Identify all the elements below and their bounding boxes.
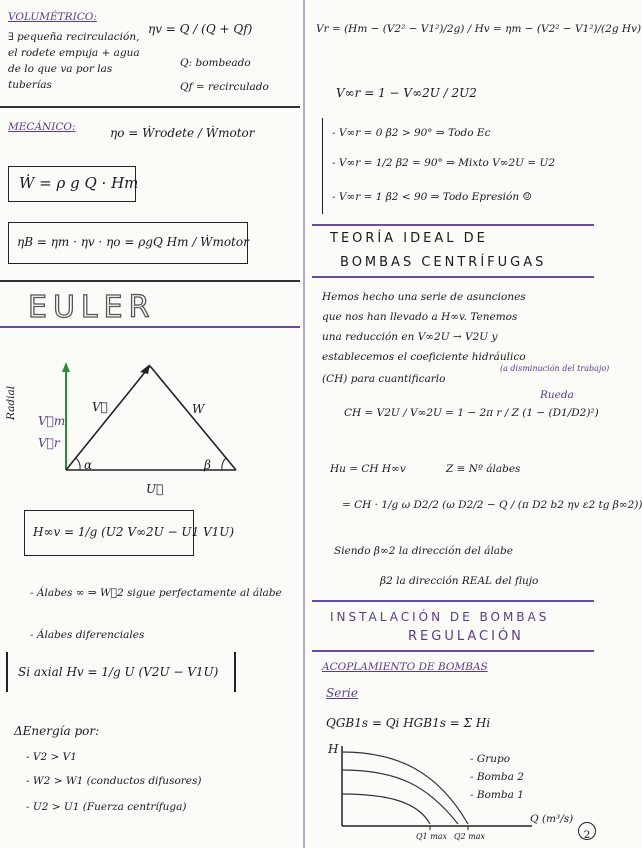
pump-efficiency-formula: ηB = ηm · ηv · ηo = ρgQ Hm / Ẇmotor bbox=[17, 235, 249, 249]
hu-formula: Hu = CH H∞v bbox=[330, 463, 406, 475]
pump-curves-chart bbox=[318, 742, 598, 842]
vm-label: V⃗m bbox=[38, 414, 66, 428]
v-label: V⃗ bbox=[92, 400, 108, 414]
legend-bomba-2: - Bomba 2 bbox=[470, 771, 524, 783]
euler-equation: H∞v = 1/g (U2 V∞2U − U1 V1U) bbox=[33, 525, 235, 539]
power-formula-box bbox=[8, 166, 139, 202]
q1-max-label: Q1 max bbox=[416, 832, 448, 841]
z-note: Z ≡ Nº álabes bbox=[446, 463, 521, 475]
axis-q-label: Q (m³/s) bbox=[530, 813, 574, 825]
euler-title: EULER bbox=[28, 290, 156, 325]
separator bbox=[312, 600, 594, 602]
theory-title-2: BOMBAS CENTRÍFUGAS bbox=[340, 255, 547, 270]
separator bbox=[0, 106, 300, 108]
case-2: - V∞r = 1/2 β2 = 90° ⇒ Mixto V∞2U = U2 bbox=[332, 157, 556, 169]
alpha-label: α bbox=[84, 458, 93, 472]
theory-text-5: (CH) para cuantificarlo bbox=[322, 373, 446, 385]
separator bbox=[0, 280, 300, 282]
siendo-2: β2 la dirección REAL del flujo bbox=[380, 575, 539, 587]
q2-max-label: Q2 max bbox=[454, 832, 486, 841]
w-label: W bbox=[192, 402, 205, 416]
rueda-label: Rueda bbox=[540, 389, 574, 401]
vr-inf-formula: V∞r = 1 − V∞2U / 2U2 bbox=[336, 86, 477, 100]
pump-efficiency-box bbox=[8, 222, 248, 264]
serie-formula: QGB1s = Qi HGB1s = Σ Hi bbox=[326, 716, 491, 730]
power-formula: Ẇ = ρ g Q · Hm bbox=[19, 174, 139, 192]
separator bbox=[312, 224, 594, 226]
differential-blades-note: - Álabes diferenciales bbox=[30, 629, 145, 641]
theory-text-4: establecemos el coeficiente hidráulico bbox=[322, 351, 526, 363]
hu-formula-2: = CH · 1/g ω D2/2 (ω D2/2 − Q / (π D2 b2 ηv ε2 tg β∞2)) bbox=[342, 499, 642, 511]
vol-note-2: el rodete empuja + agua bbox=[8, 47, 140, 59]
vr-formula: Vr = (Hm − (V2² − V1²)/2g) / Hv = ηm − (V2² − V1²)/(2g Hv) bbox=[316, 23, 642, 35]
u-label: U⃗ bbox=[146, 482, 164, 496]
page-number: 2 bbox=[583, 829, 591, 841]
vol-note-4: tuberías bbox=[8, 79, 52, 91]
install-title: INSTALACIÓN DE BOMBAS bbox=[330, 610, 550, 624]
legend-bomba-1: - Bomba 1 bbox=[470, 789, 524, 801]
volumetric-title: VOLUMÉTRICO: bbox=[8, 11, 97, 23]
vol-qf-definition: Qf = recirculado bbox=[180, 81, 269, 93]
infinite-blades-note: - Álabes ∞ ⇒ W⃗2 sigue perfectamente al álabe bbox=[30, 587, 282, 599]
mechanical-title: MECÁNICO: bbox=[8, 121, 76, 133]
vr-label: V⃗r bbox=[38, 436, 60, 450]
legend-grupo: - Grupo bbox=[470, 753, 511, 765]
axial-bracket bbox=[6, 652, 236, 692]
axis-h-label: H bbox=[328, 742, 339, 756]
mech-efficiency-formula: ηo = Ẇrodete / Ẇmotor bbox=[110, 126, 255, 140]
regulation-title: REGULACIÓN bbox=[408, 629, 524, 644]
theory-aside: (a disminución del trabajo) bbox=[500, 364, 610, 373]
separator bbox=[312, 650, 594, 652]
euler-underline bbox=[0, 326, 300, 328]
energy-title: ΔEnergía por: bbox=[14, 724, 100, 738]
vol-q-definition: Q: bombeado bbox=[180, 57, 251, 69]
velocity-triangle bbox=[0, 360, 300, 500]
vol-note-3: de lo que va por las bbox=[8, 63, 113, 75]
radial-label: Radial bbox=[5, 385, 17, 420]
beta-label: β bbox=[204, 458, 211, 472]
axial-formula: Si axial Hv = 1/g U (V2U − V1U) bbox=[18, 665, 219, 679]
theory-text-2: que nos han llevado a H∞v. Tenemos bbox=[322, 311, 518, 323]
theory-text-1: Hemos hecho una serie de asunciones bbox=[322, 291, 526, 303]
page-number-badge bbox=[578, 822, 596, 840]
siendo-1: Siendo β∞2 la dirección del álabe bbox=[334, 545, 513, 557]
energy-item-3: - U2 > U1 (Fuerza centrífuga) bbox=[26, 801, 187, 813]
coupling-title: ACOPLAMIENTO DE BOMBAS bbox=[322, 661, 488, 673]
cases-brace bbox=[322, 118, 324, 214]
energy-item-2: - W2 > W1 (conductos difusores) bbox=[26, 775, 202, 787]
theory-text-3: una reducción en V∞2U → V2U y bbox=[322, 331, 498, 343]
serie-title: Serie bbox=[326, 686, 358, 700]
case-1: - V∞r = 0 β2 > 90° ⇒ Todo Ec bbox=[332, 127, 491, 139]
case-3: - V∞r = 1 β2 < 90 ⇒ Todo Epresión ☺ bbox=[332, 191, 532, 203]
vol-note-1: ∃ pequeña recirculación, bbox=[8, 31, 140, 43]
vol-efficiency-formula: ηv = Q / (Q + Qf) bbox=[148, 22, 253, 36]
energy-item-1: - V2 > V1 bbox=[26, 751, 77, 763]
separator bbox=[312, 276, 594, 278]
ch-formula: CH = V2U / V∞2U = 1 − 2π r / Z (1 − (D1/D2)²) bbox=[344, 407, 599, 419]
euler-equation-box bbox=[24, 510, 235, 556]
column-divider bbox=[303, 0, 305, 848]
theory-title-1: TEORÍA IDEAL DE bbox=[330, 231, 488, 246]
